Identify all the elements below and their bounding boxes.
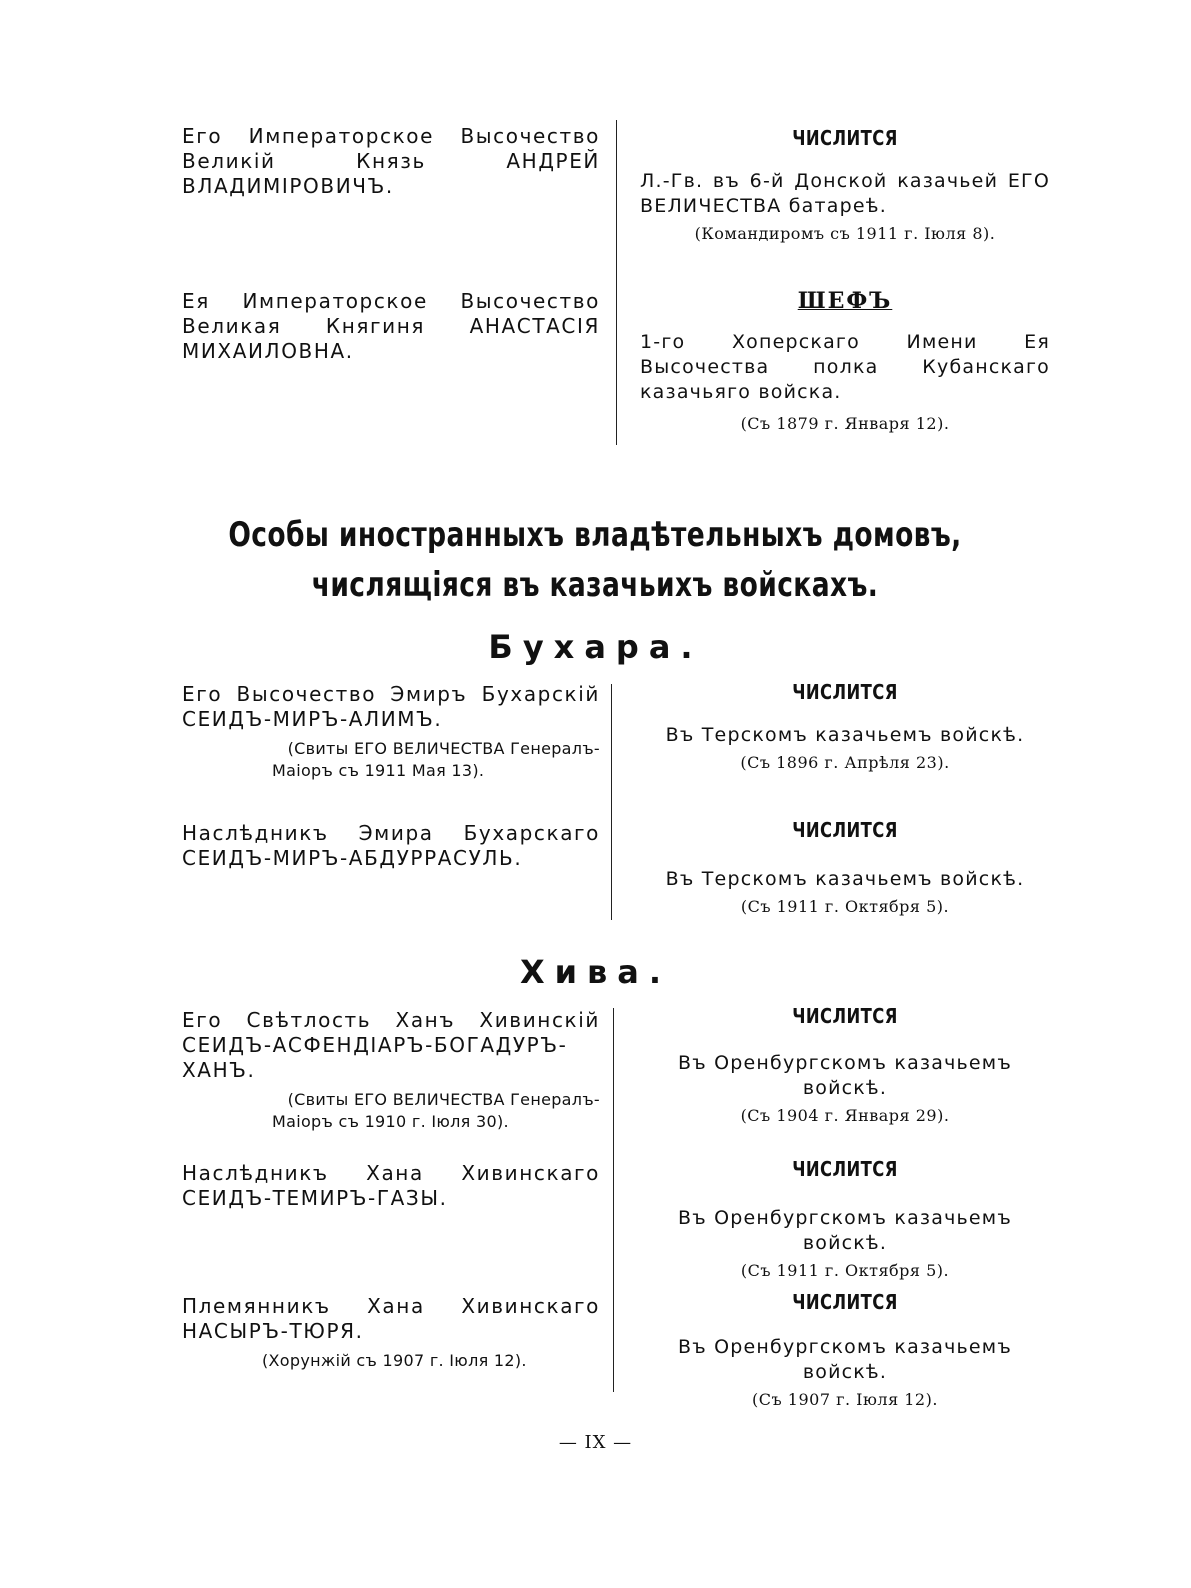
date-text: (Съ 1879 г. Января 12). [740, 414, 950, 433]
unit-text: Л.-Гв. въ 6-й Донской казачьей ЕГО ВЕЛИЧЕСТВА батареѣ. [640, 170, 1050, 217]
status-heading: ЧИСЛИТСЯ [792, 126, 898, 150]
status-entry [640, 818, 1050, 919]
person-entry [182, 1161, 600, 1211]
status-entry [640, 680, 1050, 775]
date-text: (Съ 1911 г. Октября 5). [740, 897, 950, 916]
column-divider [611, 684, 612, 920]
unit-text: 1-го Хоперскаго Имени Ея Высочества полка Кубанскаго казачьяго войска. [640, 331, 1050, 403]
status-heading: ЧИСЛИТСЯ [792, 818, 898, 842]
status-heading: ЧИСЛИТСЯ [792, 1290, 898, 1314]
rank-note: (Хорунжiй съ 1907 г. Iюля 12). [262, 1351, 527, 1370]
person-name: Его Свѣтлость Ханъ Хивинскiй СЕИДЪ-АСФЕНДIАРЪ-БОГАДУРЪ-ХАНЪ. [182, 1008, 600, 1082]
column-divider [613, 1008, 614, 1392]
column-divider [616, 120, 617, 445]
status-entry [640, 1157, 1050, 1283]
rank-note: (Свиты ЕГО ВЕЛИЧЕСТВА Генералъ-Маiоръ съ 1911 Мая 13). [272, 739, 600, 780]
status-heading: ЧИСЛИТСЯ [792, 1004, 898, 1028]
rank-note: (Свиты ЕГО ВЕЛИЧЕСТВА Генералъ-Маiоръ съ 1910 г. Iюля 30). [272, 1090, 600, 1131]
person-entry [182, 124, 600, 199]
person-entry [182, 682, 600, 782]
person-name: Его Высочество Эмиръ Бухарскiй СЕИДЪ-МИРЪ-АЛИМЪ. [182, 682, 600, 731]
unit-text: Въ Оренбургскомъ казачьемъ войскѣ. [678, 1336, 1012, 1383]
person-name: Наслѣдникъ Эмира Бухарскаго СЕИДЪ-МИРЪ-АБДУРРАСУЛЬ. [182, 821, 600, 870]
unit-text: Въ Оренбургскомъ казачьемъ войскѣ. [678, 1052, 1012, 1099]
section-heading-khiva: Хива. [519, 953, 672, 991]
status-entry [640, 1290, 1050, 1412]
person-entry [182, 1294, 600, 1372]
date-text: (Съ 1896 г. Апрѣля 23). [740, 753, 950, 772]
person-entry [182, 1008, 600, 1133]
person-name: Племянникъ Хана Хивинскаго НАСЫРЪ-ТЮРЯ. [182, 1294, 600, 1343]
date-text: (Съ 1911 г. Октября 5). [740, 1261, 950, 1280]
status-heading: ЧИСЛИТСЯ [792, 1157, 898, 1181]
status-heading: ЧИСЛИТСЯ [792, 680, 898, 704]
page-number: — IX — [558, 1432, 633, 1453]
status-entry [640, 289, 1050, 436]
page-title: Особы иностранныхъ владѣтельныхъ домовъ, числящiяся въ казачьихъ войскахъ. [228, 515, 962, 605]
status-entry [640, 1004, 1050, 1128]
person-entry [182, 821, 600, 871]
date-text: (Съ 1907 г. Iюля 12). [752, 1390, 938, 1409]
person-name: Ея Императорское Высочество Великая Княгиня АНАСТАСIЯ МИХАИЛОВНА. [182, 289, 600, 363]
unit-text: Въ Терскомъ казачьемъ войскѣ. [665, 868, 1025, 890]
date-text: (Командиромъ съ 1911 г. Iюля 8). [694, 224, 996, 243]
person-name: Его Императорское Высочество Великiй Князь АНДРЕЙ ВЛАДИМIРОВИЧЪ. [182, 124, 600, 198]
date-text: (Съ 1904 г. Января 29). [740, 1106, 950, 1125]
unit-text: Въ Терскомъ казачьемъ войскѣ. [665, 724, 1025, 746]
person-entry [182, 289, 600, 364]
section-heading-bukhara: Бухара. [488, 628, 703, 666]
unit-text: Въ Оренбургскомъ казачьемъ войскѣ. [678, 1207, 1012, 1254]
status-entry [640, 126, 1050, 246]
person-name: Наслѣдникъ Хана Хивинскаго СЕИДЪ-ТЕМИРЪ-ГАЗЫ. [182, 1161, 600, 1210]
status-heading: ШЕФЪ [797, 288, 893, 314]
